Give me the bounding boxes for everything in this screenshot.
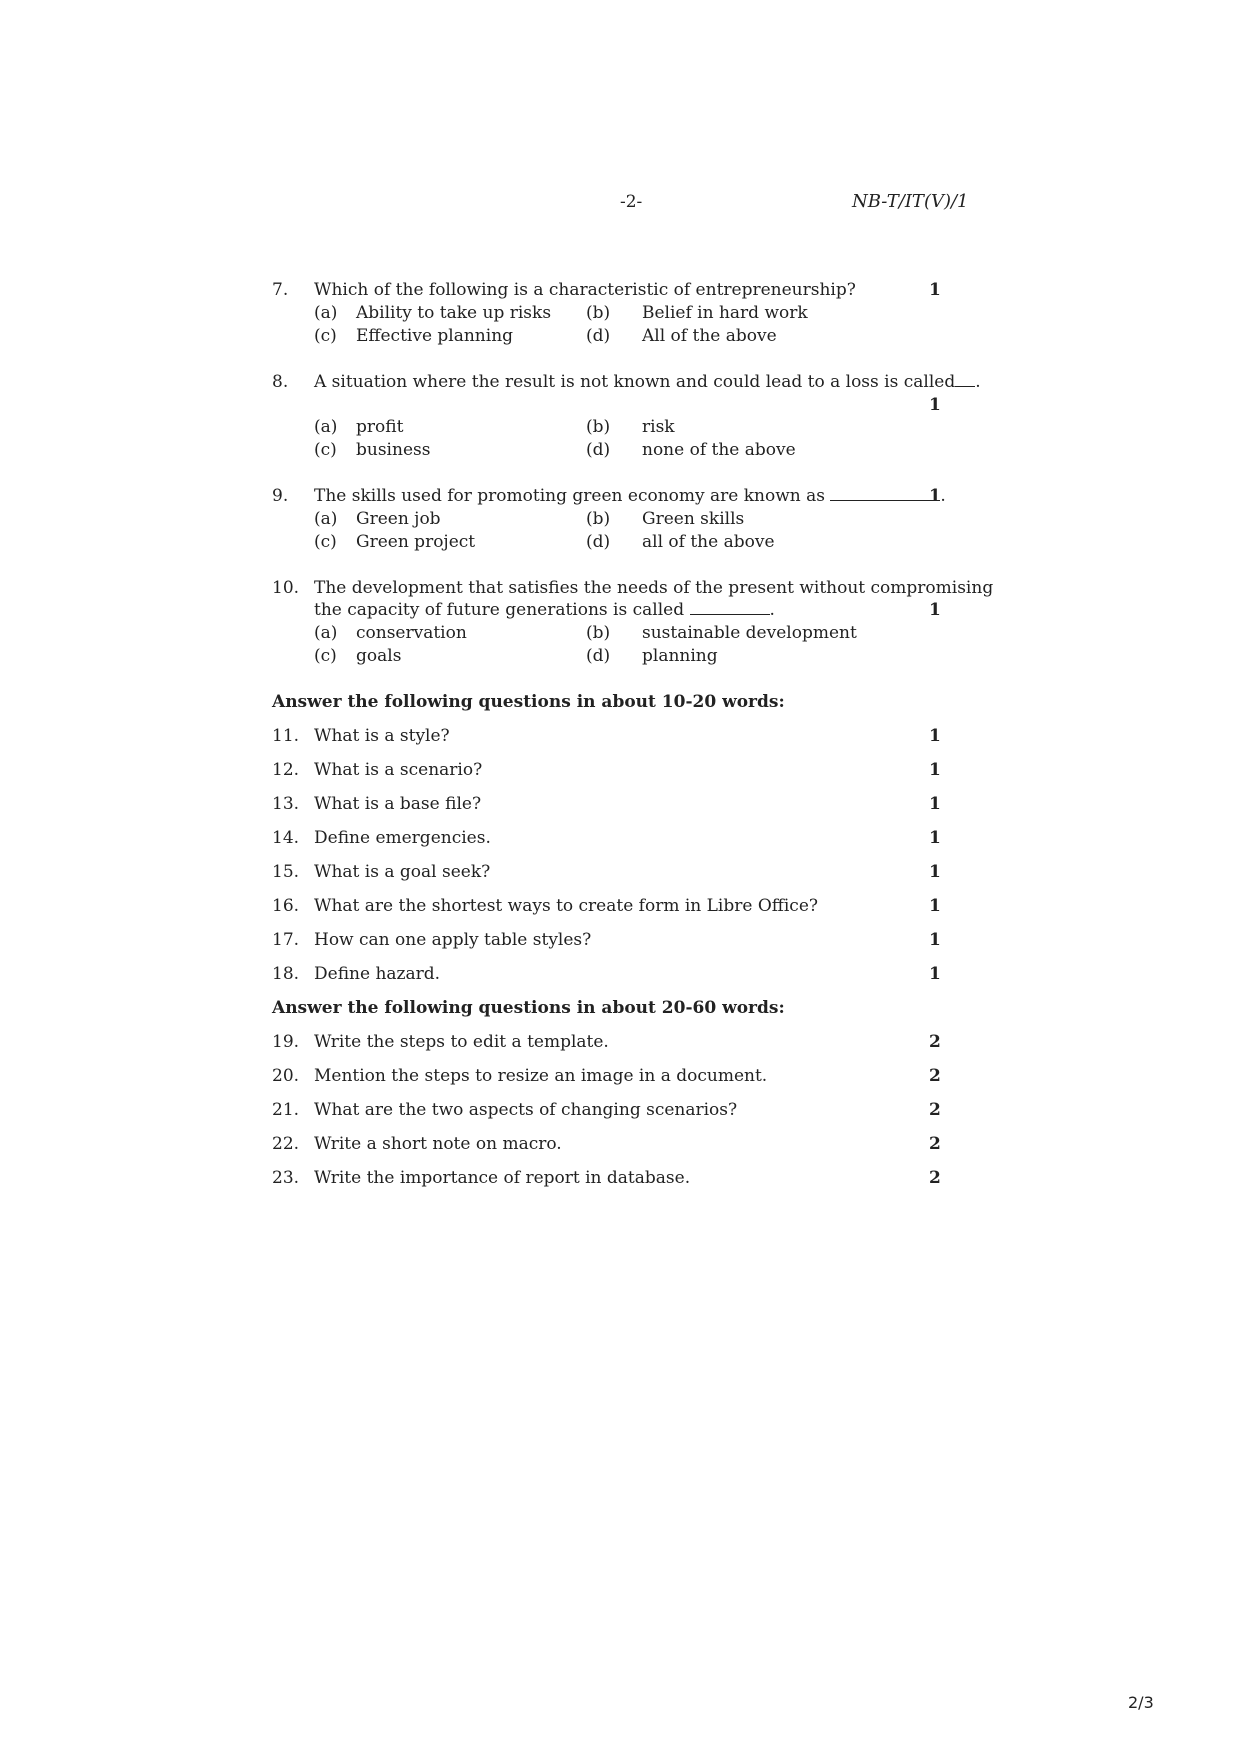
question-marks: 1 bbox=[929, 280, 941, 300]
question-text: Which of the following is a characteristic of entrepreneurship? bbox=[314, 280, 856, 300]
question-marks: 2 bbox=[929, 1066, 941, 1086]
question-marks: 2 bbox=[929, 1032, 941, 1052]
question-number: 12. bbox=[272, 760, 300, 780]
question-text: The skills used for promoting green economy are known as bbox=[314, 486, 825, 506]
option-text: Ability to take up risks bbox=[356, 303, 552, 323]
question-number: 20. bbox=[272, 1066, 300, 1086]
option-label: (b) bbox=[586, 303, 611, 323]
question-text: What are the shortest ways to create form in Libre Office? bbox=[314, 896, 818, 916]
question-text: What are the two aspects of changing scenarios? bbox=[314, 1100, 738, 1120]
question-marks: 1 bbox=[929, 896, 941, 916]
option-label: (a) bbox=[314, 303, 338, 323]
option-label: (b) bbox=[586, 623, 611, 643]
page-indicator: 2/3 bbox=[1128, 1693, 1154, 1712]
answer-blank bbox=[955, 372, 975, 387]
option-label: (c) bbox=[314, 646, 337, 666]
question-text: the capacity of future generations is called bbox=[314, 600, 685, 620]
question-marks: 2 bbox=[929, 1100, 941, 1120]
question-number: 23. bbox=[272, 1168, 300, 1188]
option-label: (d) bbox=[586, 326, 611, 346]
option-text: goals bbox=[356, 646, 402, 666]
question-text: What is a scenario? bbox=[314, 760, 483, 780]
question-text: A situation where the result is not known and could lead to a loss is called bbox=[314, 372, 956, 392]
option-text: sustainable development bbox=[642, 623, 857, 643]
page-number: -2- bbox=[620, 192, 643, 212]
section-heading: Answer the following questions in about 20-60 words: bbox=[272, 998, 785, 1018]
option-text: risk bbox=[642, 417, 675, 437]
option-label: (b) bbox=[586, 417, 611, 437]
question-number: 16. bbox=[272, 896, 300, 916]
option-text: all of the above bbox=[642, 532, 775, 552]
option-label: (b) bbox=[586, 509, 611, 529]
option-text: business bbox=[356, 440, 431, 460]
question-marks: 1 bbox=[929, 760, 941, 780]
question-number: 15. bbox=[272, 862, 300, 882]
question-marks: 1 bbox=[929, 930, 941, 950]
question-text: What is a goal seek? bbox=[314, 862, 491, 882]
option-label: (d) bbox=[586, 440, 611, 460]
option-text: Green skills bbox=[642, 509, 745, 529]
option-label: (a) bbox=[314, 509, 338, 529]
option-label: (d) bbox=[586, 532, 611, 552]
question-text: What is a base file? bbox=[314, 794, 482, 814]
question-number: 10. bbox=[272, 578, 300, 598]
answer-blank bbox=[690, 600, 770, 615]
option-text: profit bbox=[356, 417, 404, 437]
section-heading: Answer the following questions in about 10-20 words: bbox=[272, 692, 785, 712]
answer-blank bbox=[830, 486, 940, 501]
paper-code: NB-T/IT(V)/1 bbox=[852, 191, 969, 212]
option-text: Green job bbox=[356, 509, 441, 529]
question-number: 18. bbox=[272, 964, 300, 984]
question-number: 11. bbox=[272, 726, 300, 746]
question-number: 8. bbox=[272, 372, 289, 392]
option-text: planning bbox=[642, 646, 718, 666]
option-text: All of the above bbox=[642, 326, 777, 346]
option-text: Effective planning bbox=[356, 326, 514, 346]
question-marks: 1 bbox=[929, 600, 941, 620]
question-marks: 1 bbox=[929, 828, 941, 848]
question-text: The development that satisfies the needs of the present without compromising bbox=[314, 578, 994, 598]
option-label: (d) bbox=[586, 646, 611, 666]
option-label: (a) bbox=[314, 623, 338, 643]
question-number: 7. bbox=[272, 280, 289, 300]
question-marks: 2 bbox=[929, 1168, 941, 1188]
question-number: 22. bbox=[272, 1134, 300, 1154]
option-label: (c) bbox=[314, 326, 337, 346]
question-number: 14. bbox=[272, 828, 300, 848]
question-marks: 1 bbox=[929, 486, 941, 506]
question-text: What is a style? bbox=[314, 726, 450, 746]
question-text: Write the steps to edit a template. bbox=[314, 1032, 609, 1052]
question-number: 13. bbox=[272, 794, 300, 814]
question-text-with-blank: the capacity of future generations is called . bbox=[314, 600, 775, 620]
question-marks: 1 bbox=[929, 964, 941, 984]
option-label: (c) bbox=[314, 440, 337, 460]
question-text: Mention the steps to resize an image in a document. bbox=[314, 1066, 768, 1086]
question-number: 21. bbox=[272, 1100, 300, 1120]
question-text-with-blank: The skills used for promoting green economy are known as . bbox=[314, 486, 946, 506]
question-marks: 1 bbox=[929, 395, 941, 415]
question-marks: 1 bbox=[929, 726, 941, 746]
question-text: Write the importance of report in database. bbox=[314, 1168, 691, 1188]
question-number: 17. bbox=[272, 930, 300, 950]
option-label: (a) bbox=[314, 417, 338, 437]
question-text: Define emergencies. bbox=[314, 828, 491, 848]
option-text: Green project bbox=[356, 532, 476, 552]
question-marks: 1 bbox=[929, 862, 941, 882]
question-text: Define hazard. bbox=[314, 964, 441, 984]
question-text: How can one apply table styles? bbox=[314, 930, 592, 950]
option-text: none of the above bbox=[642, 440, 796, 460]
option-label: (c) bbox=[314, 532, 337, 552]
question-text: Write a short note on macro. bbox=[314, 1134, 562, 1154]
question-marks: 1 bbox=[929, 794, 941, 814]
question-marks: 2 bbox=[929, 1134, 941, 1154]
option-text: conservation bbox=[356, 623, 467, 643]
option-text: Belief in hard work bbox=[642, 303, 808, 323]
question-number: 9. bbox=[272, 486, 289, 506]
question-text-with-blank: A situation where the result is not known and could lead to a loss is called . bbox=[314, 372, 981, 392]
question-number: 19. bbox=[272, 1032, 300, 1052]
